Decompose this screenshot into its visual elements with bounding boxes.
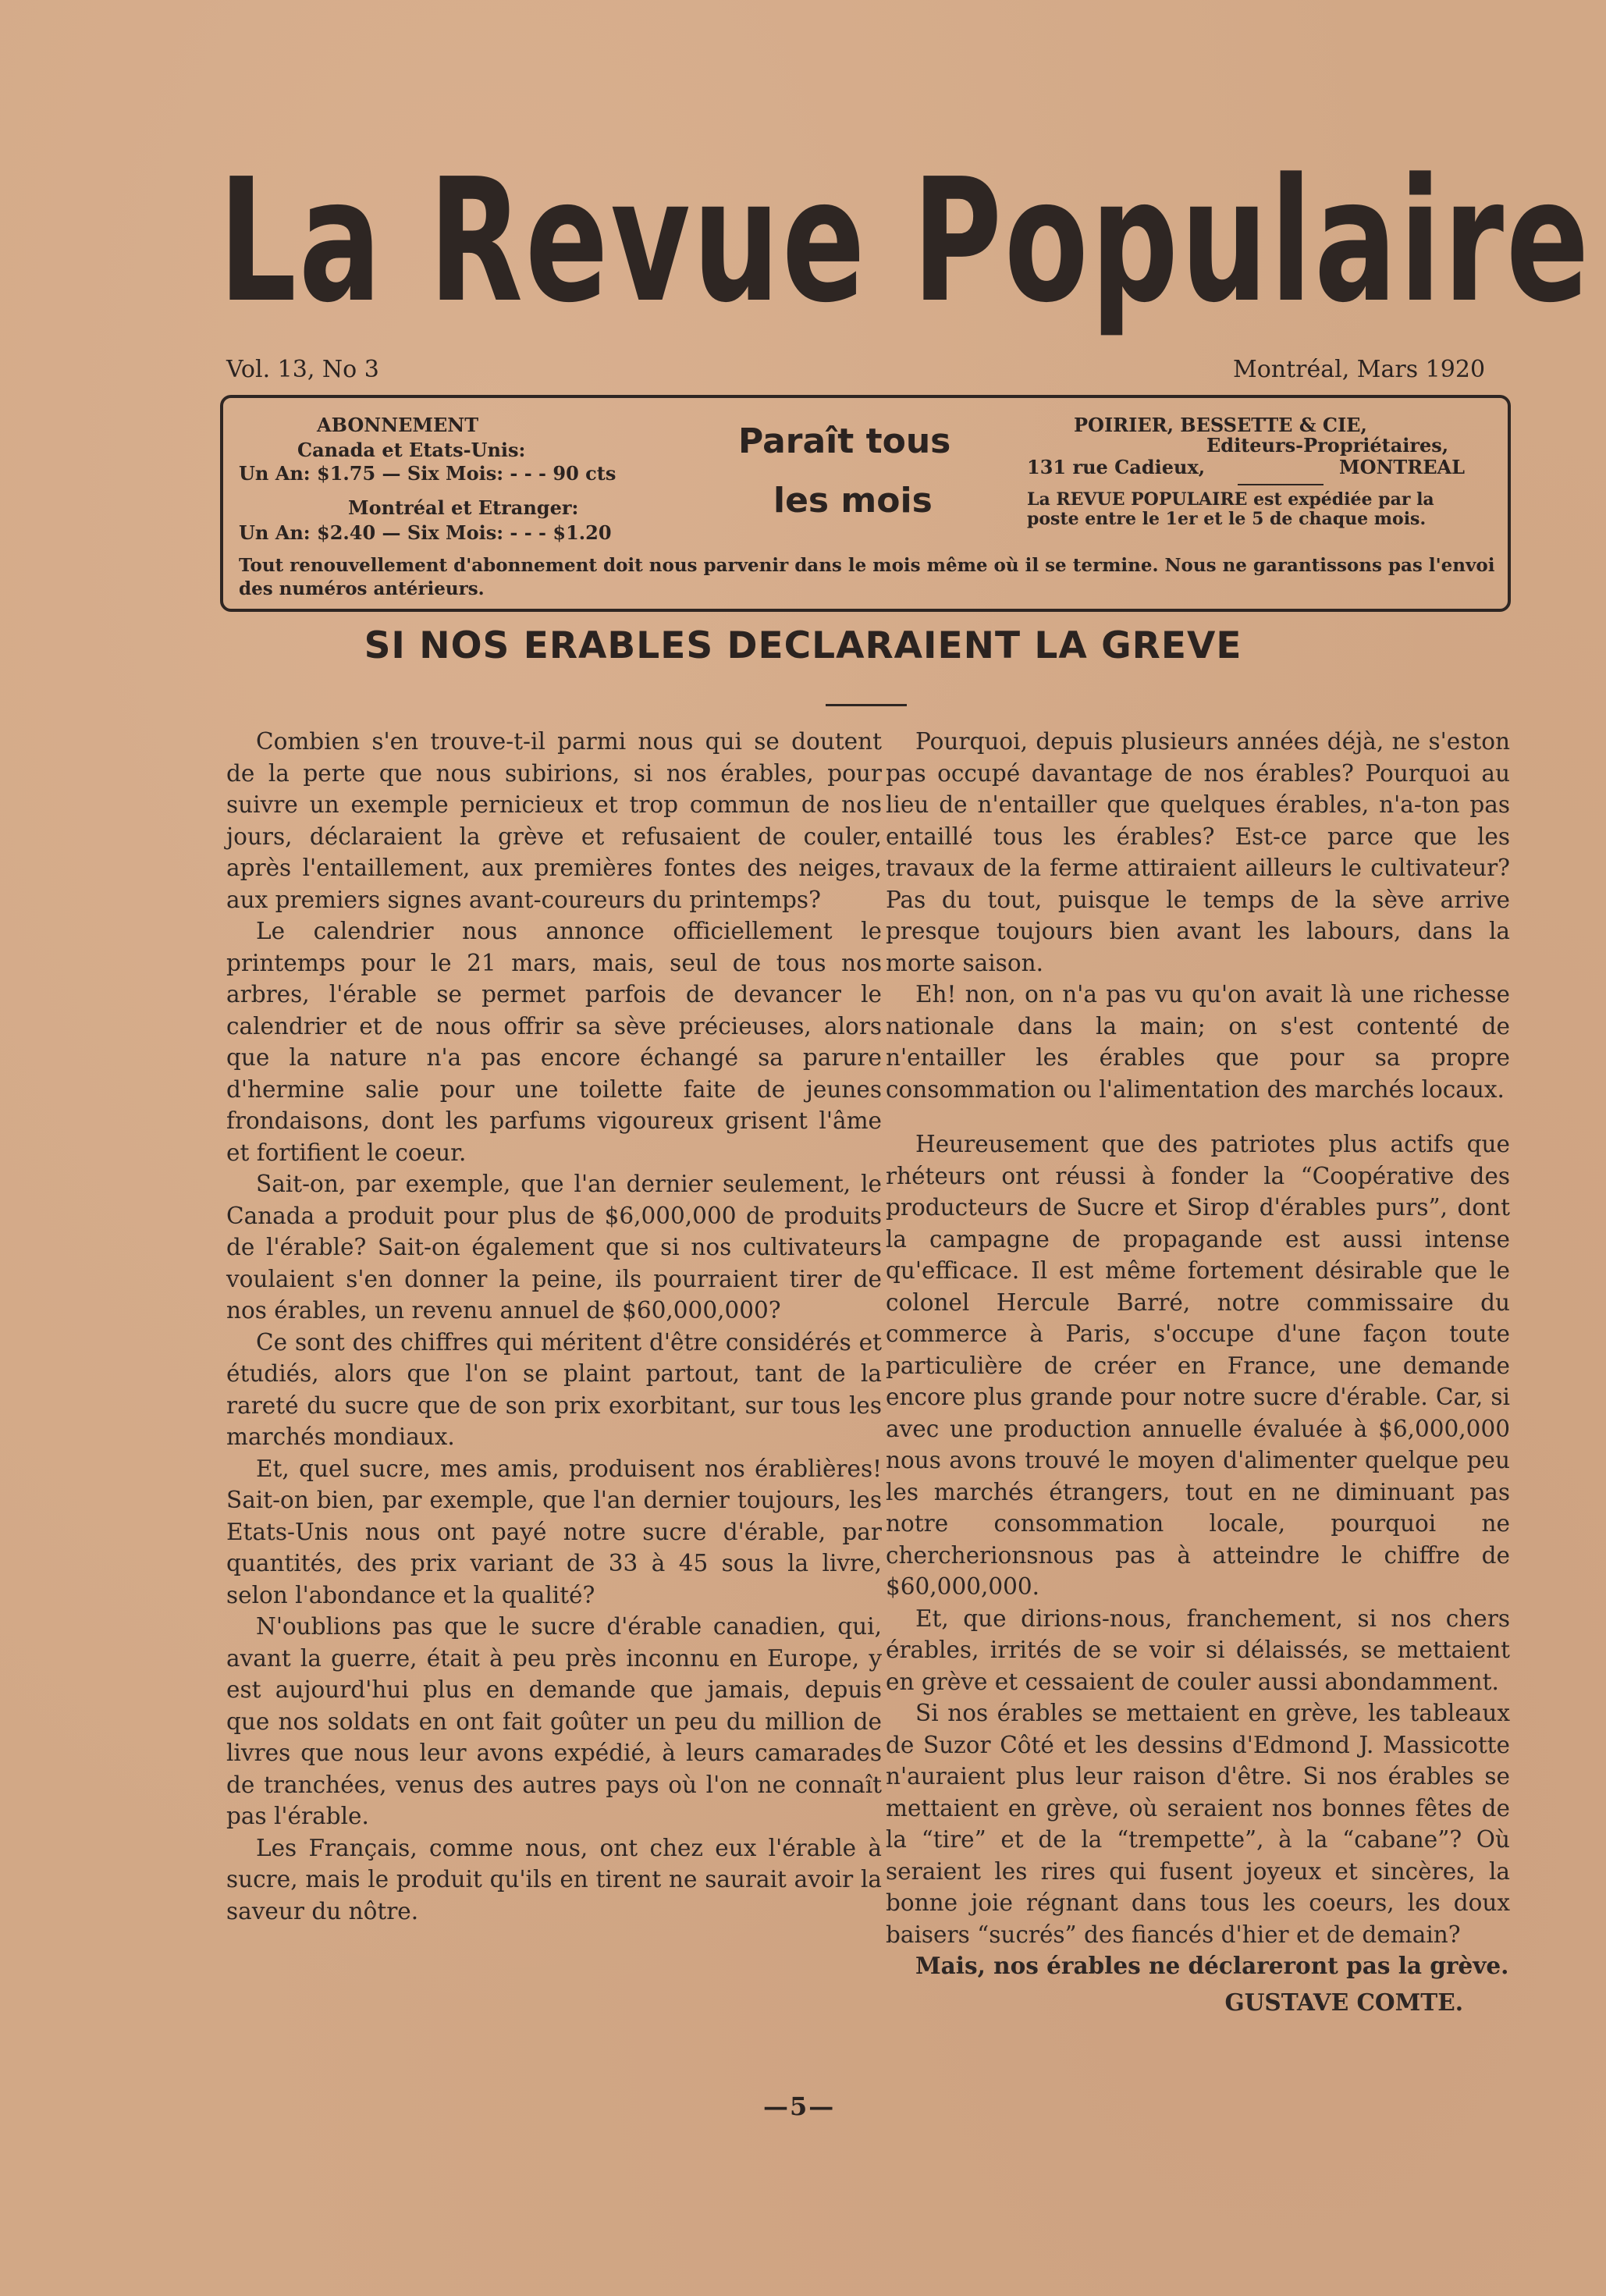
article-paragraph: Mais, nos érables ne déclareront pas la grève. [915,1952,1509,1979]
article-paragraph: Ce sont des chiffres qui méritent d'être considérés et étudiés, alors que l'on se plaint partout, tant de la rareté du sucre que de son prix exorbitant, sur tous les marchés mondiaux. [226,1328,882,1450]
article-paragraph: Combien s'en trouve-t-il parmi nous qui se doutent de la perte que nous subirions, si nos érables, pour suivre un exemple pernicieux et trop commun de nos jours, déclaraient la grève et refusaient de couler, après l'entaillement, aux premières fontes des neiges, aux premiers signes avant-coureurs du printemps? [226,728,882,913]
page-number: —5— [763,2092,836,2121]
shipping-note: La REVUE POPULAIRE est expédiée par la poste entre le 1er et le 5 de chaque mois. [1027,489,1434,529]
publisher-role: Editeurs-Propriétaires, [1206,434,1449,457]
publisher-city: MONTREAL [1339,456,1466,478]
article-left-column [226,726,882,1927]
article-paragraph: Heureusement que des patriotes plus actifs que rhéteurs ont réussi à fonder la “Coopérative des producteurs de Sucre et Sirop d'érables purs”, dont la campagne de propagande est aussi intense qu'efficace. Il est même fortement désirable que le colonel Hercule Barré, notre commissaire du commerce à Paris, s'occupe d'une façon toute particulière de créer en France, une demande encore plus grande pour notre sucre d'érable. Car, si avec une production annuelle évaluée à $6,000,000 nous avons trouvé le moyen d'alimenter quelque peu les marchés étrangers, tout en ne diminuant pas notre consommation locale, pourquoi ne chercherionsnous pas à atteindre le chiffre de $60,000,000. [886,1131,1510,1600]
publisher-name: POIRIER, BESSETTE & CIE, [1074,414,1367,436]
frequency-line-1: Paraît tous [738,421,951,461]
article-paragraph: N'oublions pas que le sucre d'érable canadien, qui, avant la guerre, était à peu près inconnu en Europe, y est aujourd'hui plus en demande que jamais, depuis que nos soldats en ont fait goûter un peu du million de livres que nous leur avons expédié, à leurs camarades de tranchées, venus des autres pays où l'on ne connaît pas l'érable. [226,1613,882,1829]
article-paragraph: Et, que dirions-nous, franchement, si nos chers érables, irrités de se voir si délaissés, se mettaient en grève et cessaient de couler aussi abondamment. [886,1605,1510,1695]
subscription-heading: ABONNEMENT [317,414,479,436]
article-paragraph: Si nos érables se mettaient en grève, les tableaux de Suzor Côté et les dessins d'Edmond J. Massicotte n'auraient plus leur raison d'être. Si nos érables se mettaient en grève, où seraient nos bonnes fêtes de la “tire” et de la “trempette”, à la “cabane”? Où seraient les rires qui fusent joyeux et sincères, la bonne joie régnant dans tous les coeurs, les doux baisers “sucrés” des fiancés d'hier et de demain? [886,1700,1510,1948]
article-paragraph: Le calendrier nous annonce officiellement le printemps pour le 21 mars, mais, seul de tous nos arbres, l'érable se permet parfois de devancer le calendrier et de nous offrir sa sève précieuses, alors que la nature n'a pas encore échangé sa parure d'hermine salie pour une toilette faite de jeunes frondaisons, dont les parfums vigoureux grisent l'âme et fortifient le coeur. [226,918,882,1166]
article-paragraph: Les Français, comme nous, ont chez eux l'érable à sucre, mais le produit qu'ils en tirent ne saurait avoir la saveur du nôtre. [226,1834,882,1925]
article-headline: SI NOS ERABLES DECLARAIENT LA GREVE [364,624,1242,667]
renewal-note: Tout renouvellement d'abonnement doit nous parvenir dans le mois même où il se termine. Nous ne garantissons pas l'envoi des numéros antérieurs. [239,555,1495,599]
subscription-price-2: Un An: $2.40 — Six Mois: - - - $1.20 [239,521,612,544]
headline-rule [826,704,907,706]
subscription-region-1: Canada et Etats-Unis: [297,439,526,461]
article-paragraph: Et, quel sucre, mes amis, produisent nos érablières! Sait-on bien, par exemple, que l'an dernier toujours, les Etats-Unis nous ont payé notre sucre d'érable, par quantités, des prix variant de 33 à 45 sous la livre, selon l'abondance et la qualité? [226,1455,882,1608]
article-paragraph: Eh! non, on n'a pas vu qu'on avait là une richesse nationale dans la main; on s'est contenté de n'entailler les érables que pour sa propre consommation ou l'alimentation des marchés locaux. [886,981,1510,1103]
frequency-line-2: les mois [773,481,933,521]
issue-date: Montréal, Mars 1920 [1233,356,1486,383]
volume-number: Vol. 13, No 3 [226,356,379,383]
masthead-title: La Revue Populaire [219,143,1592,340]
subscription-region-2: Montréal et Etranger: [348,496,579,519]
author-signature: GUSTAVE COMTE. [1224,1988,1463,2016]
box-divider [1238,484,1324,485]
subscription-box [220,395,1511,612]
article-right-column [886,726,1510,2018]
article-paragraph: Pourquoi, depuis plusieurs années déjà, ne s'eston pas occupé davantage de nos érables? Pourquoi au lieu de n'entailler que quelques érables, n'a-ton pas entaillé tous les érables? Est-ce parce que les travaux de la ferme attiraient ailleurs le cultivateur? Pas du tout, puisque le temps de la sève arrive presque toujours bien avant les labours, dans la morte saison. [886,728,1510,976]
article-paragraph: Sait-on, par exemple, que l'an dernier seulement, le Canada a produit pour plus de $6,000,000 de produits de l'érable? Sait-on également que si nos cultivateurs voulaient s'en donner la peine, ils pourraient tirer de nos érables, un revenu annuel de $60,000,000? [226,1171,882,1324]
subscription-price-1: Un An: $1.75 — Six Mois: - - - 90 cts [239,462,616,485]
publisher-address: 131 rue Cadieux, [1027,456,1206,478]
